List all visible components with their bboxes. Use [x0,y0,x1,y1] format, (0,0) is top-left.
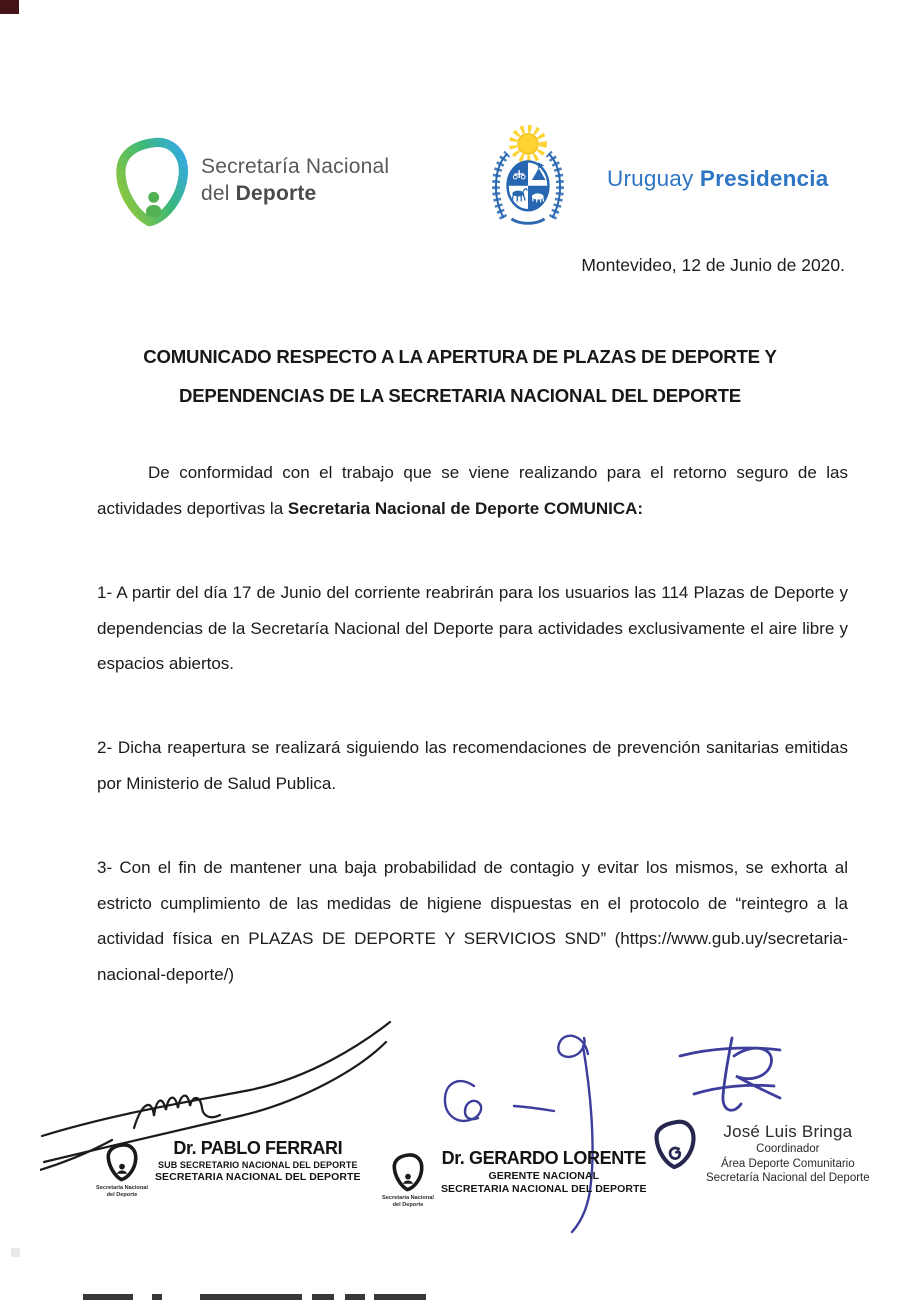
ferrari-stamp: Secretaria Nacional del Deporte Dr. PABLO FERRARI SUB SECRETARIO NACIONAL DEL DEPORTE SECRETARIA NACIONAL DEL DEPORTE [96,1138,361,1198]
lorente-role-2: SECRETARIA NACIONAL DEL DEPORTE [440,1183,647,1195]
title-line-1: COMUNICADO RESPECTO A LA APERTURA DE PLAZAS DE DEPORTE Y [143,346,777,367]
uruguay-coat-of-arms-icon [489,123,567,238]
snd-stamp-logo-icon [104,1142,140,1184]
scan-artifact-segment [83,1294,133,1300]
lorente-role-1: GERENTE NACIONAL [488,1170,600,1182]
dateline: Montevideo, 12 de Junio de 2020. [581,255,845,275]
ferrari-role-1: SUB SECRETARIO NACIONAL DEL DEPORTE [158,1160,358,1170]
scan-artifact-segment [345,1294,365,1300]
item-1-paragraph: 1- A partir del día 17 de Junio del corriente reabrirán para los usuarios las 114 Plazas de Deporte y dependencias de la Secretaría Nacional del Deporte para actividades exclusivamente el aire libre y espacios abiertos. [97,583,848,673]
scan-corner-artifact [0,0,19,14]
bringa-signature [676,1034,818,1130]
scan-artifact-segment [200,1294,302,1300]
snd-logo-icon [110,134,194,237]
bringa-role-3: Secretaría Nacional del Deporte [706,1172,870,1184]
bringa-signature-block [652,1118,870,1186]
scan-artifact-segment [374,1294,426,1300]
snd-outline-logo-icon [652,1118,698,1172]
document-title [95,337,825,415]
scan-artifact-segment [312,1294,334,1300]
snd-stamp-logo-icon [390,1152,426,1194]
scan-artifact-segment [152,1294,162,1300]
bringa-name: José Luis Bringa [723,1122,853,1141]
snd-wordmark: Secretaría Nacional del Deporte [201,155,390,205]
bringa-role-2: Área Deporte Comunitario [721,1157,855,1170]
scan-artifact [11,1248,20,1257]
snd-wordmark-line1: Secretaría Nacional [201,155,390,178]
title-line-2: DEPENDENCIAS DE LA SECRETARIA NACIONAL DEL DEPORTE [179,385,741,406]
ferrari-role-2: SECRETARIA NACIONAL DEL DEPORTE [154,1171,361,1183]
bringa-role-1: Coordinador [756,1143,820,1155]
lorente-name: Dr. GERARDO LORENTE [441,1148,647,1168]
ferrari-name: Dr. PABLO FERRARI [173,1138,343,1158]
item-3-paragraph: 3- Con el fin de mantener una baja probabilidad de contagio y evitar los mismos, se exhorta al estricto cumplimiento de las medidas de higiene dispuestas en el protocolo de “reintegro a la actividad física en PLAZAS DE DEPORTE Y SERVICIOS SND” (https://www.gub.uy/secretaria-nacional-deporte/) [97,858,848,984]
presidencia-wordmark: Uruguay Presidencia [607,166,829,191]
lorente-stamp: Secretaria Nacional del Deporte Dr. GERARDO LORENTE GERENTE NACIONAL SECRETARIA NACIONAL DEL DEPORTE [382,1148,647,1208]
item-2-paragraph: 2- Dicha reapertura se realizará siguiendo las recomendaciones de prevención sanitarias emitidas por Ministerio de Salud Publica. [97,738,848,793]
intro-paragraph: De conformidad con el trabajo que se viene realizando para el retorno seguro de las actividades deportivas la Secretaria Nacional de Deporte COMUNICA: [97,463,848,518]
